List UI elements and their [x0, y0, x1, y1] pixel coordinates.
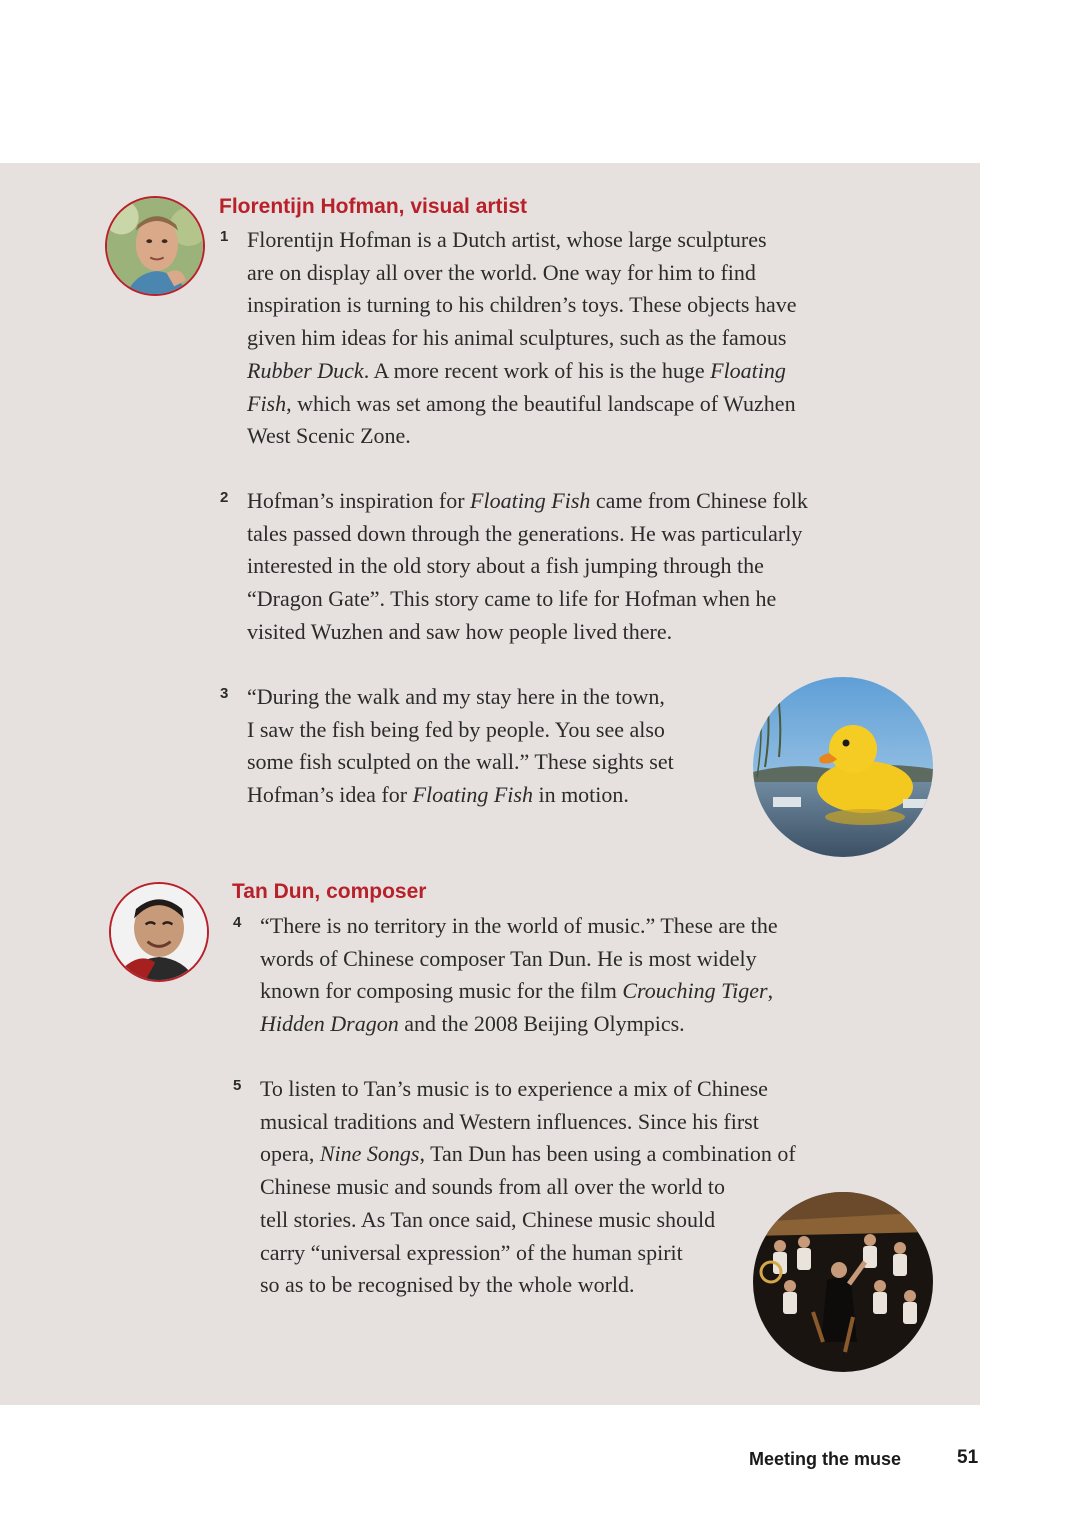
- text-line: musical traditions and Western influences. Since his first: [260, 1108, 759, 1134]
- paragraph-3: [220, 681, 674, 812]
- text-line: given him ideas for his animal sculptures, such as the famous: [247, 325, 787, 351]
- paragraph-number: 5: [233, 1077, 242, 1094]
- orchestra-photo: [753, 1192, 933, 1372]
- artwork-title: Floating Fish: [412, 782, 533, 808]
- text-line: some fish sculpted on the wall.” These sights set: [247, 749, 674, 775]
- text-line: “There is no territory in the world of music.” These are the: [260, 913, 778, 938]
- portrait-icon: [111, 884, 207, 980]
- paragraph-number: 3: [220, 685, 229, 702]
- tan-dun-heading: Tan Dun, composer: [232, 880, 427, 903]
- text-line: I saw the fish being fed by people. You see also: [247, 716, 665, 742]
- text-line: Chinese music and sounds from all over the world to: [260, 1174, 725, 1200]
- opera-title: Nine Songs: [319, 1141, 420, 1167]
- text-line: To listen to Tan’s music is to experience a mix of Chinese: [260, 1076, 768, 1101]
- text-line: Hofman’s inspiration for Floating Fish came from Chinese folk: [247, 488, 808, 513]
- artwork-title: Floating Fish: [470, 488, 591, 513]
- paragraph-1: [220, 224, 797, 453]
- artwork-title: Rubber Duck: [247, 357, 364, 383]
- text-line: visited Wuzhen and saw how people lived there.: [247, 618, 673, 644]
- text-line: “During the walk and my stay here in the town,: [247, 684, 665, 709]
- paragraph-2: [220, 485, 808, 649]
- portrait-icon: [107, 198, 203, 294]
- text-line: carry “universal expression” of the human spirit: [260, 1239, 683, 1265]
- paragraph-number: 4: [233, 914, 242, 931]
- paragraph-number: 1: [220, 228, 229, 245]
- artwork-title: Fish: [247, 390, 287, 416]
- florentijn-hofman-avatar: [105, 196, 205, 296]
- paragraph-4: [233, 910, 778, 1041]
- film-title: Hidden Dragon: [260, 1011, 399, 1037]
- rubber-duck-photo: [753, 677, 933, 857]
- text-line: Fish, which was set among the beautiful landscape of Wuzhen: [247, 390, 796, 416]
- footer-unit-title: Meeting the muse: [749, 1449, 902, 1469]
- text-line: tell stories. As Tan once said, Chinese music should: [260, 1206, 716, 1232]
- text-line: known for composing music for the film Crouching Tiger,: [260, 978, 774, 1004]
- rubber-duck-icon: [753, 677, 933, 857]
- text-line: interested in the old story about a fish jumping through the: [247, 553, 764, 579]
- page-number: 51: [957, 1447, 979, 1468]
- paragraph-5: [233, 1073, 796, 1302]
- film-title: Crouching Tiger: [622, 978, 768, 1004]
- text-line: Rubber Duck. A more recent work of his is the huge Floating: [247, 357, 786, 383]
- text-line: Hidden Dragon and the 2008 Beijing Olympics.: [260, 1011, 685, 1037]
- text-line: Hofman’s idea for Floating Fish in motion.: [247, 782, 629, 808]
- text-line: opera, Nine Songs, Tan Dun has been using a combination of: [260, 1141, 796, 1167]
- text-line: “Dragon Gate”. This story came to life for Hofman when he: [247, 586, 777, 612]
- text-line: so as to be recognised by the whole world.: [260, 1272, 635, 1298]
- text-line: tales passed down through the generations. He was particularly: [247, 520, 803, 546]
- text-line: Florentijn Hofman is a Dutch artist, whose large sculptures: [247, 227, 767, 252]
- text-line: words of Chinese composer Tan Dun. He is most widely: [260, 945, 757, 971]
- paragraph-number: 2: [220, 489, 229, 506]
- artwork-title: Floating: [710, 357, 786, 383]
- tan-dun-avatar: [109, 882, 209, 982]
- orchestra-icon: [753, 1192, 933, 1372]
- text-line: are on display all over the world. One way for him to find: [247, 259, 756, 285]
- text-line: West Scenic Zone.: [247, 423, 411, 449]
- text-line: inspiration is turning to his children’s toys. These objects have: [247, 292, 797, 318]
- florentijn-hofman-heading: Florentijn Hofman, visual artist: [219, 195, 528, 218]
